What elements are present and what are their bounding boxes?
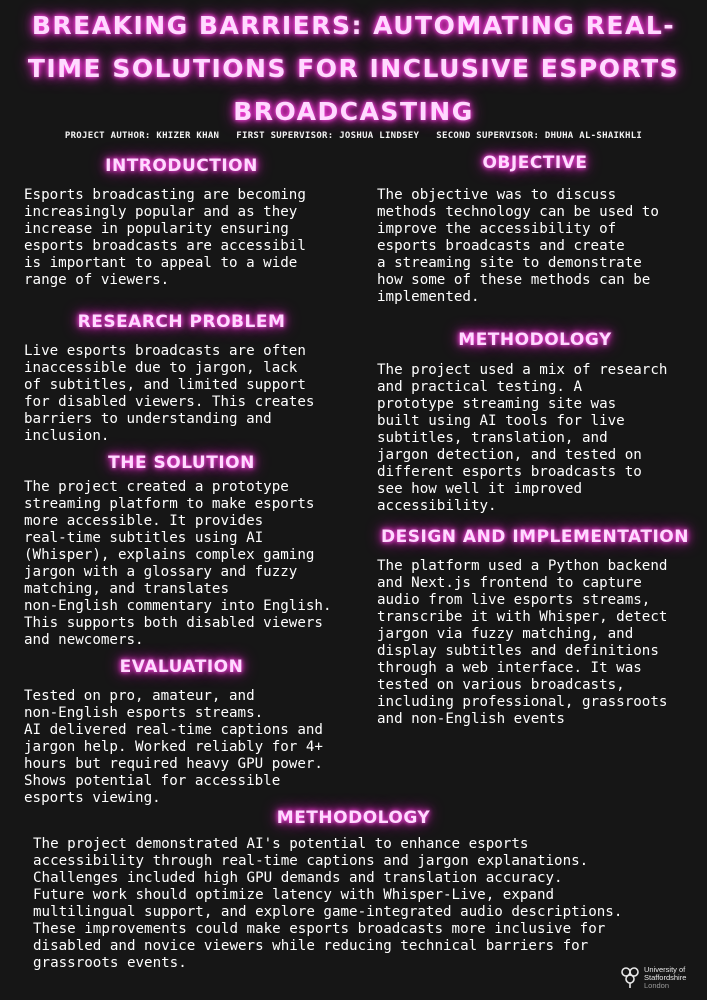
staffordshire-knot-icon (620, 966, 640, 990)
university-logo (620, 963, 700, 993)
logo-text (644, 966, 686, 990)
evaluation-body: Tested on pro, amateur, and non-English esports streams. AI delivered real-time captions and jargon help. Worked reliably for 4+ hours but required heavy GPU power. Shows potential for accessible esports viewing. (24, 688, 323, 806)
objective-body: The objective was to discuss methods technology can be used to improve the accessibility of esports broadcasts and create a streaming site to demonstrate how some of these methods can be implemented. (377, 187, 659, 305)
introduction-heading: INTRODUCTION (105, 156, 258, 176)
introduction-body: Esports broadcasting are becoming increasingly popular and as they increase in popularity ensuring esports broadcasts are accessibil is important to appeal to a wide range of viewers. (24, 187, 306, 288)
solution-heading: THE SOLUTION (108, 453, 255, 473)
conclusion-body: The project demonstrated AI's potential to enhance esports accessibility through real-time captions and jargon explanations. Challenges included high GPU demands and translation accuracy. Future work should optimize latency with Whisper-Live, expand multilingual support, and explore game-integrated audio descriptions. These improvements could make esports broadcasts more inclusive for disabled and novice viewers while reducing technical barriers for grassroots events. (33, 836, 623, 971)
objective-heading: OBJECTIVE (482, 153, 588, 173)
logo-line-1: University of (644, 965, 686, 974)
research-problem-body: Live esports broadcasts are often inaccessible due to jargon, lack of subtitles, and limited support for disabled viewers. This creates barriers to understanding and inclusion. (24, 343, 315, 444)
project-author: PROJECT AUTHOR: KHIZER KHAN (64, 131, 220, 141)
logo-line-2: Staffordshire (644, 973, 687, 982)
methodology-heading: METHODOLOGY (458, 330, 612, 350)
methodology-body: The project used a mix of research and practical testing. A prototype streaming site was built using AI tools for live subtitles, translation, and jargon detection, and tested on different esports broadcasts to see how well it improved accessibility. (377, 362, 668, 514)
evaluation-heading: EVALUATION (119, 657, 244, 677)
design-heading: DESIGN AND IMPLEMENTATION (381, 527, 689, 547)
first-supervisor: FIRST SUPERVISOR: JOSHUA LINDSEY (236, 131, 420, 141)
solution-body: The project created a prototype streaming platform to make esports more accessible. It provides real-time subtitles using AI (Whisper), explains complex gaming jargon with a glossary and fuzzy matching, and translates non-English commentary into English. This supports both disabled viewers and newcomers. (24, 479, 332, 648)
author-line (0, 131, 707, 141)
research-problem-heading: RESEARCH PROBLEM (77, 312, 286, 332)
second-supervisor: SECOND SUPERVISOR: DHUHA AL-SHAIKHLI (436, 131, 643, 141)
design-body: The platform used a Python backend and Next.js frontend to capture audio from live esports streams, transcribe it with Whisper, detect jargon via fuzzy matching, and display subtitles and definitions through a web interface. It was tested on various broadcasts, including professional, grassroots and non-English events (377, 558, 668, 727)
logo-line-3: London (644, 981, 670, 990)
conclusion-heading: METHODOLOGY (276, 808, 431, 828)
poster-title: BREAKING BARRIERS: AUTOMATING REAL-TIME SOLUTIONS FOR INCLUSIVE ESPORTS BROADCASTING (27, 11, 680, 126)
